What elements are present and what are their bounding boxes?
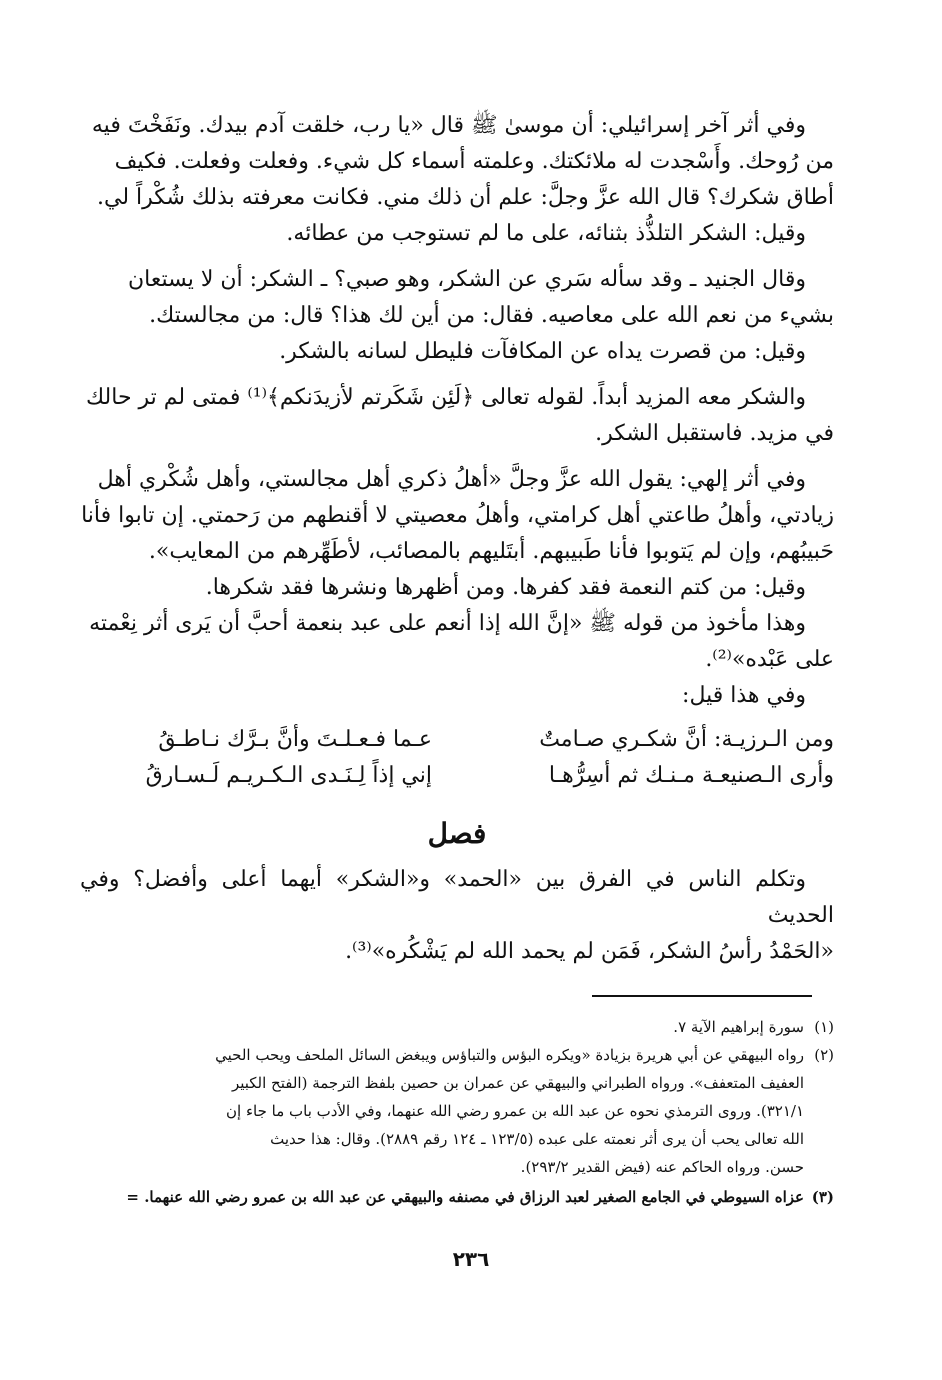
text-line: وقال الجنيد ـ وقد سأله سَري عن الشكر، وهو صبي؟ ـ الشكر: أن لا يستعان — [127, 267, 806, 292]
verse-first-hemistich: ومن الـرزيـة: أنَّ شكـري صـامتٌ — [539, 727, 834, 752]
text-line: وقيل: الشكر التلذُّذ بثنائه، على ما لم تستوجب من عطائه. — [286, 221, 806, 246]
footnote-number: (٣) — [811, 1188, 834, 1206]
paragraph-poem-intro — [80, 678, 834, 714]
footnote-text: عزاه السيوطي في الجامع الصغير لعبد الرزاق في مصنفه والبيهقي عن عبد الله بن عمرو رضي الله عنهما. = — [126, 1188, 804, 1206]
footnote-2-continuation: حسن. ورواه الحاكم عنه (فيض القدير ٢٩٣/٢). — [520, 1158, 804, 1176]
text-line: وهذا مأخوذ من قوله ﷺ «إنَّ الله إذا أنعم على عبد بنعمة أحبَّ أن يَرى أثر نِعْمته — [89, 611, 806, 636]
page-number: ٢٣٦ — [452, 1247, 490, 1271]
verse-second-hemistich: عـما فـعـلـتَ وأنَّ بـرَّك نـاطـقُ — [158, 727, 432, 752]
text-line: أطاق شكرك؟ قال الله عزَّ وجلَّ: علم أن ذلك مني. فكانت معرفته بذلك شُكْراً لي. — [97, 185, 834, 210]
paragraph-divine-narration — [80, 462, 834, 570]
text-line: وتكلم الناس في الفرق بين «الحمد» و«الشكر» أيهما أعلى وأفضل؟ وفي الحديث — [80, 867, 834, 928]
text-line: «الحَمْدُ رأسُ الشكر، فَمَن لم يحمد الله لم يَشْكُره»⁽³⁾. — [345, 939, 834, 964]
paragraph-conceal-blessing — [80, 570, 834, 606]
paragraph-shukr-pleasure — [80, 216, 834, 252]
paragraph-increase — [80, 380, 834, 452]
footnotes — [80, 1013, 834, 1211]
poem — [80, 722, 834, 794]
footnote-2-continuation: ٣٢١/١). وروى الترمذي نحوه عن عبد الله بن عمرو رضي الله عنهما، وفي الأدب باب ما جاء إن — [226, 1102, 804, 1120]
paragraph-junaid — [80, 262, 834, 334]
text-line: وفي هذا قيل: — [682, 683, 806, 708]
footnote-separator — [592, 995, 812, 997]
poem-verse — [80, 758, 834, 794]
footnote-3 — [80, 1183, 834, 1211]
footnote-text: سورة إبراهيم الآية ٧. — [673, 1018, 804, 1036]
verse-first-hemistich: وأرى الـصنيعـة مـنـك ثم أسِرُّهـا — [548, 763, 834, 788]
footnote-1 — [80, 1013, 834, 1041]
verse-second-hemistich: إني إذاً لِـنَـدى الـكـريـم لَـسـارقُ — [145, 763, 432, 788]
paragraph-reward-tongue — [80, 334, 834, 370]
text-line: على عَبْده»⁽²⁾. — [705, 647, 834, 672]
text-line: وقيل: من كتم النعمة فقد كفرها. ومن أظهرها ونشرها فقد شكرها. — [205, 575, 806, 600]
footnote-2-continuation: الله تعالى يحب أن يرى أثر نعمته على عبده (١٢٣/٥ ـ ١٢٤ رقم ٢٨٨٩). وقال: هذا حديث — [270, 1130, 804, 1148]
paragraph-israeli-narration — [80, 108, 834, 216]
text-line: من رُوحك. وأَسْجدت له ملائكتك. وعلمته أسماء كل شيء. وفعلت وفعلت. فكيف — [114, 149, 834, 174]
text-line: وقيل: من قصرت يداه عن المكافآت فليطل لسانه بالشكر. — [279, 339, 806, 364]
text-line: حَبيبُهم، وإن لم يَتوبوا فأنا طَبيبهم. أبتَليهم بالمصائب، لأطَهِّرهم من المعايب». — [148, 539, 834, 564]
paragraph-hadith-blessing — [80, 606, 834, 678]
text-line: وفي أثر آخر إسرائيلي: أن موسىٰ ﷺ قال «يا رب، خلقت آدم بيدك. ونَفَخْتَ فيه — [91, 113, 806, 138]
text-line: في مزيد. فاستقبل الشكر. — [595, 421, 834, 446]
footnote-2 — [80, 1041, 834, 1069]
footnote-number: (٢) — [814, 1046, 834, 1064]
footnote-text: رواه البيهقي عن أبي هريرة بزيادة «ويكره البؤس والتباؤس ويبغض السائل الملحف ويحب الحيي — [215, 1046, 804, 1064]
footnote-number: (١) — [814, 1018, 834, 1036]
poem-verse — [80, 722, 834, 758]
text-line: بشيء من نعم الله على معاصيه. فقال: من أين لك هذا؟ قال: من مجالستك. — [149, 303, 834, 328]
text-line: وفي أثر إلهي: يقول الله عزَّ وجلَّ «أهلُ ذكري أهل مجالستي، وأهل شُكْري أهل — [97, 467, 806, 492]
text-line: زيادتي، وأهلُ طاعتي أهل كرامتي، وأهلُ معصيتي لا أقنطهم من رَحمتي. إن تابوا فأنا — [81, 503, 834, 528]
footnote-2-continuation: العفيف المتعفف». ورواه الطبراني والبيهقي عن عمران بن حصين بلفظ الترجمة (الفتح الكبير — [231, 1074, 804, 1092]
paragraph-hamd-shukr — [80, 862, 834, 970]
text-line: والشكر معه المزيد أبداً. لقوله تعالى ﴿لَئِن شَكَرتم لأزيدَنكم﴾⁽¹⁾ فمتى لم تر حالك — [86, 385, 806, 410]
section-heading: فصل — [427, 817, 487, 850]
